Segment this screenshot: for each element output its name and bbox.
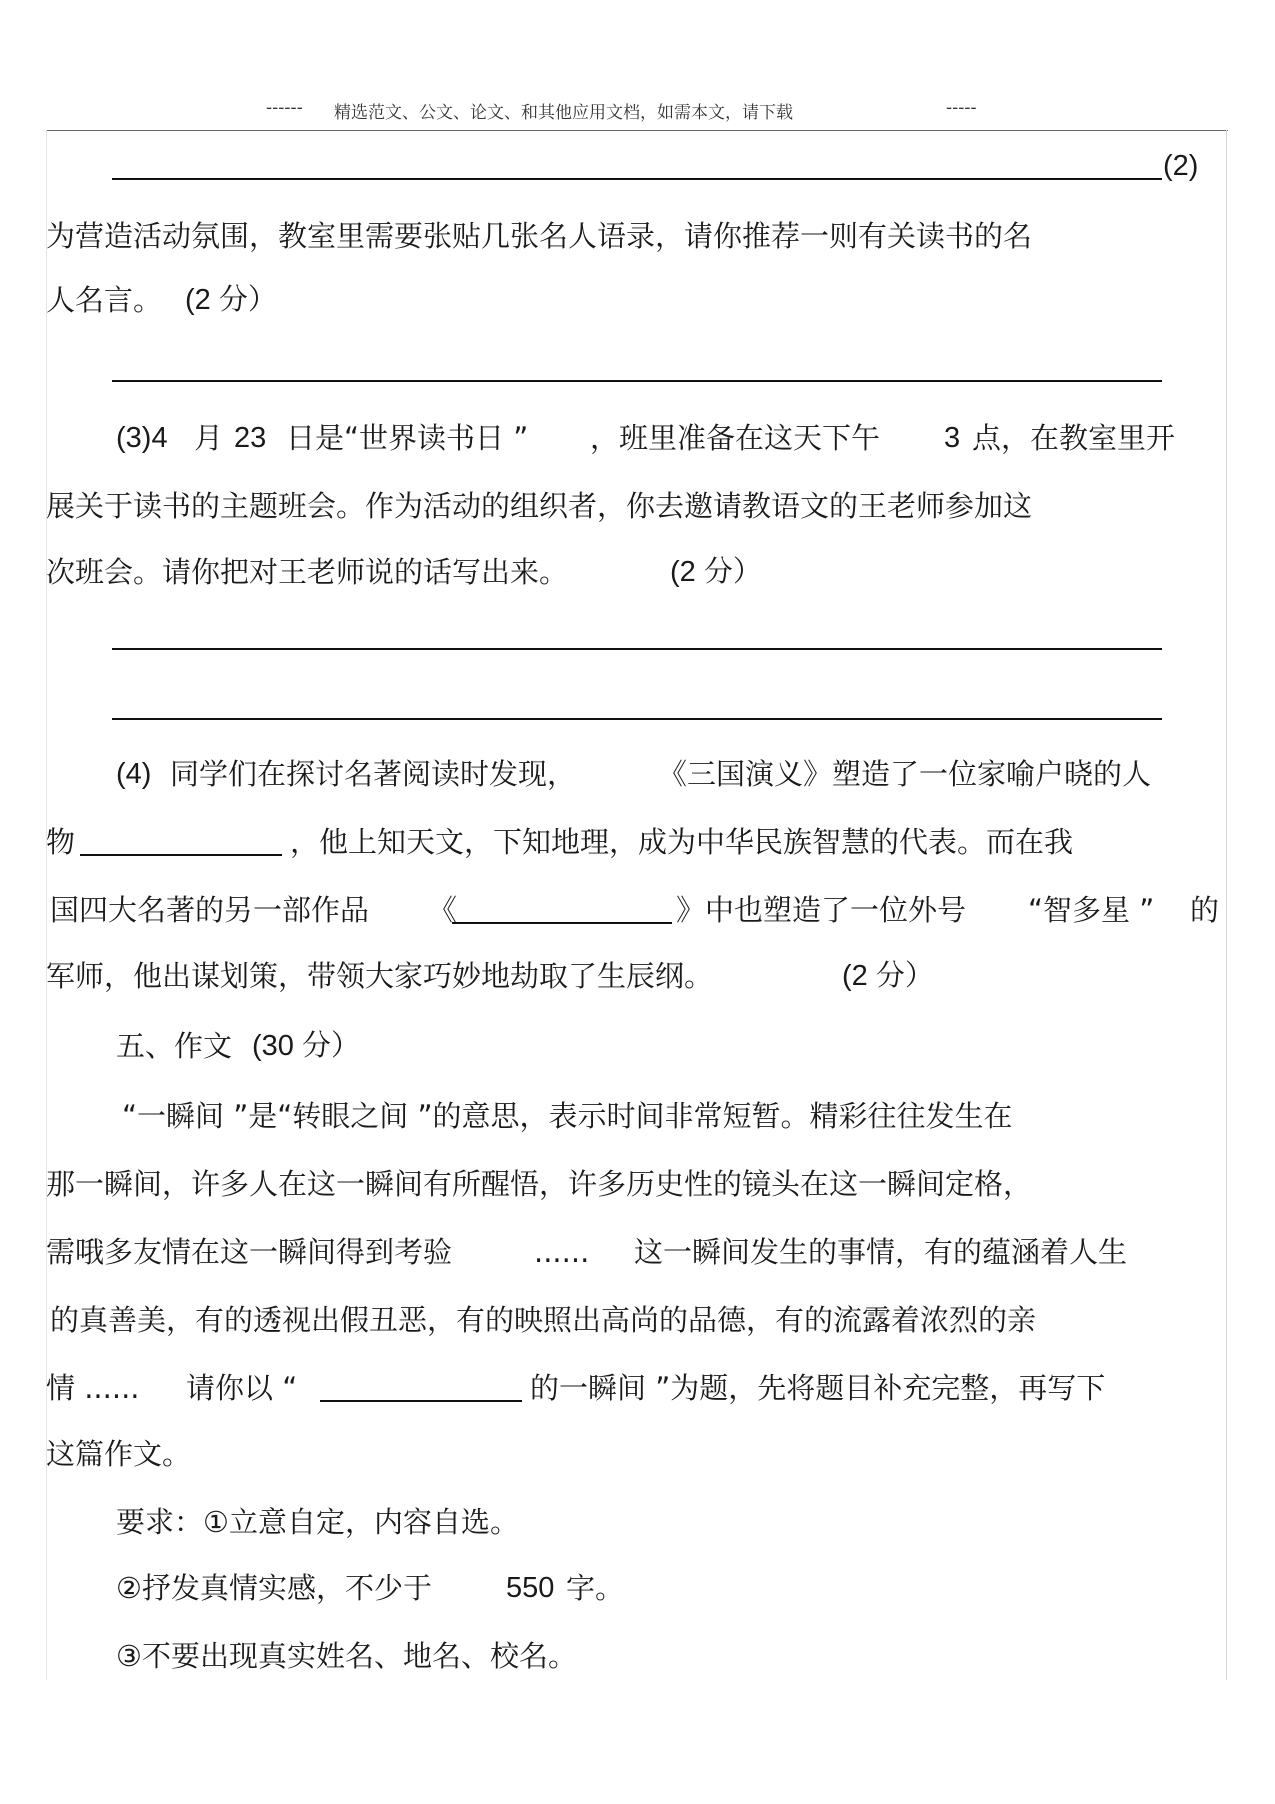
answer-line (112, 178, 1162, 180)
page-header (0, 98, 1275, 122)
points: (30 分） (252, 1030, 360, 1062)
answer-line (112, 380, 1162, 382)
answer-line (112, 648, 1162, 650)
header-text: 精选范文、公文、论文、和其他应用文档，如需本文，请下载 (334, 103, 793, 123)
right-border (1226, 130, 1227, 1680)
fill-blank (452, 922, 672, 924)
points: (2 分） (185, 284, 277, 316)
title-blank (320, 1400, 522, 1402)
fill-blank (80, 854, 282, 856)
points: (2 分） (842, 960, 934, 992)
points: (2 分） (670, 556, 762, 588)
question-number: (2) (1163, 150, 1199, 182)
answer-line (112, 718, 1162, 720)
header-divider (46, 130, 1228, 131)
header-dash-left: ------ (266, 98, 303, 118)
header-dash-right: ----- (946, 98, 977, 118)
